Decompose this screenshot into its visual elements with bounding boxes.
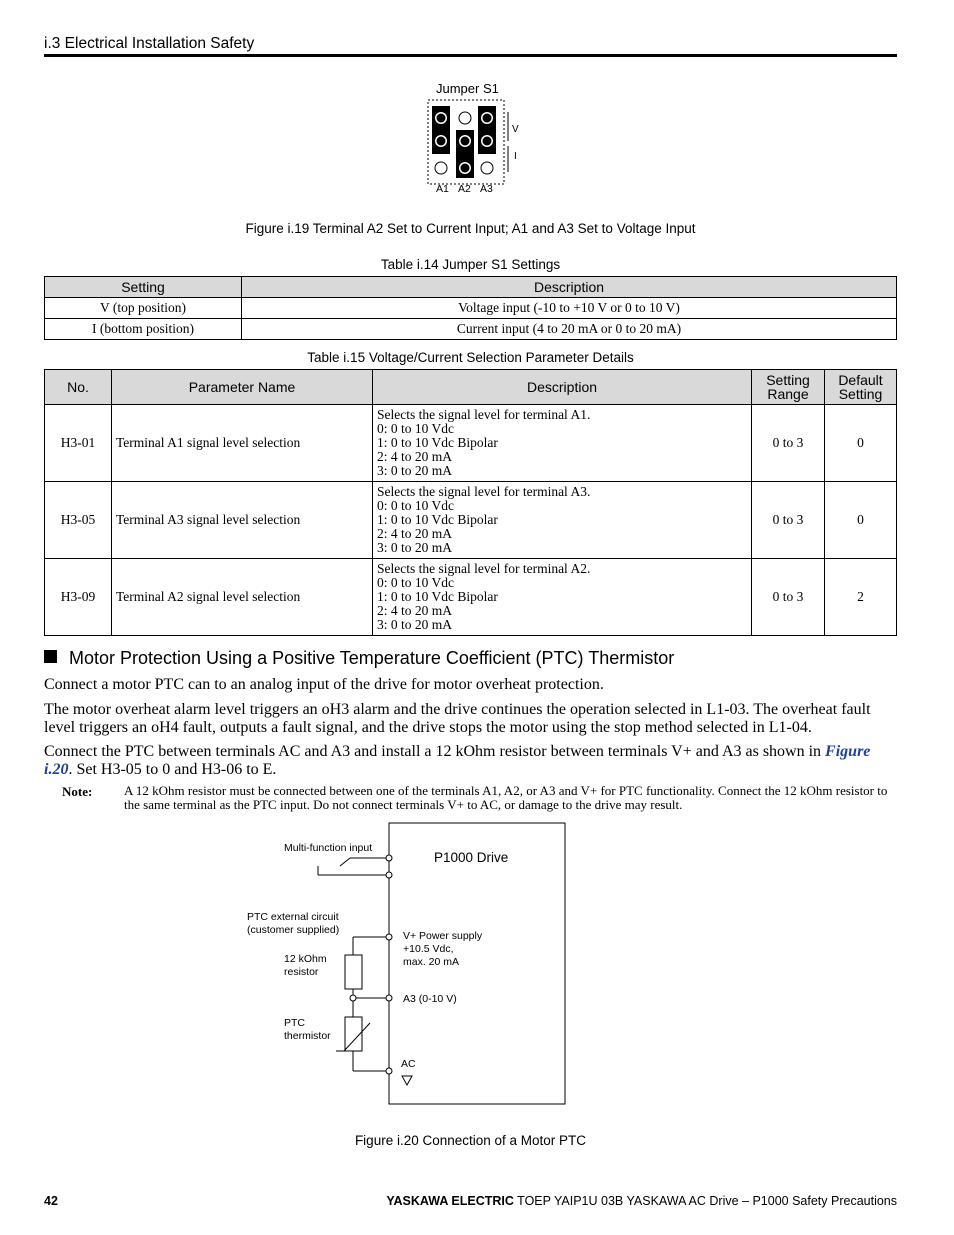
ptc-heading-text: Motor Protection Using a Positive Temperature Coefficient (PTC) Thermistor [69,648,675,668]
terminal-label-a3: A3 [480,183,493,195]
footer-document-title [386,1194,897,1208]
label-line: PTC external circuit [247,911,339,923]
a3-terminal-label: A3 (0-10 V) [403,993,457,1005]
param-name: Terminal A2 signal level selection [112,559,373,636]
label-line: thermistor [284,1030,331,1042]
label-line: resistor [284,966,319,978]
param-range: 0 to 3 [752,559,825,636]
label-line: +10.5 Vdc, [403,943,454,955]
desc-line: 2: 4 to 20 mA [377,449,453,464]
param-description [373,405,752,482]
terminal-label-a2: A2 [458,183,471,195]
desc-line: Selects the signal level for terminal A3. [377,484,591,499]
table-row [45,405,897,482]
param-no: H3-05 [45,482,112,559]
ptc-circuit-label [247,911,339,937]
column-header-no: No. [45,370,112,405]
desc-line: 1: 0 to 10 Vdc Bipolar [377,435,498,450]
paragraph [44,743,899,779]
table-row [45,298,897,319]
figure19-caption: Figure i.19 Terminal A2 Set to Current Input; A1 and A3 Set to Voltage Input [245,221,696,236]
header-line: Range [767,386,809,402]
table-cell: Current input (4 to 20 mA or 0 to 20 mA) [242,319,897,340]
desc-line: 2: 4 to 20 mA [377,603,453,618]
table-row [45,319,897,340]
multi-function-input-label: Multi-function input [284,842,373,854]
param-default: 0 [825,482,897,559]
column-header-default-setting [825,370,897,405]
header-line: Default [838,372,883,388]
desc-line: 2: 4 to 20 mA [377,526,453,541]
desc-line: 1: 0 to 10 Vdc Bipolar [377,512,498,527]
desc-line: 3: 0 to 20 mA [377,617,453,632]
paragraph: The motor overheat alarm level triggers an oH3 alarm and the drive continues the operation selected in L1-03. The overheat fault level triggers an oH4 fault, outputs a fault signal, and the drive stops the motor using the stop method selected in L1-04. [44,701,871,736]
desc-line: 1: 0 to 10 Vdc Bipolar [377,589,498,604]
param-no: H3-01 [45,405,112,482]
label-line: (customer supplied) [247,924,340,936]
footer-doc-title: TOEP YAIP1U 03B YASKAWA AC Drive – P1000 Safety Precautions [513,1194,897,1208]
param-description [373,482,752,559]
param-range: 0 to 3 [752,405,825,482]
heading-bullet-icon [44,650,57,663]
table-header-row [45,277,897,298]
paragraph-text: . Set H3-05 to 0 and H3-06 to E. [68,761,277,778]
param-default: 0 [825,405,897,482]
desc-line: 3: 0 to 20 mA [377,540,453,555]
thermistor-label [284,1017,331,1043]
jumper-label: Jumper S1 [436,81,499,96]
table-cell: V (top position) [45,298,242,319]
terminal-label-a1: A1 [436,183,449,195]
page-number: 42 [44,1194,58,1208]
desc-line: Selects the signal level for terminal A1. [377,407,591,422]
ptc-section-heading [44,648,674,669]
v-position-label: V [512,124,519,135]
note-text: A 12 kOhm resistor must be connected between one of the terminals A1, A2, or A3 and V+ for PTC functionality. Connect the 12 kOhm resistor to the same terminal as the PTC input. Do not connect terminals V+ to AC, or damage to the drive may result. [124,783,888,812]
column-header-description: Description [373,370,752,405]
desc-line: Selects the signal level for terminal A2. [377,561,591,576]
param-range: 0 to 3 [752,482,825,559]
desc-line: 0: 0 to 10 Vdc [377,575,454,590]
column-header-setting-range [752,370,825,405]
param-name: Terminal A3 signal level selection [112,482,373,559]
column-header-description: Description [242,277,897,298]
resistor-label [284,953,327,979]
desc-line: 0: 0 to 10 Vdc [377,498,454,513]
param-default: 2 [825,559,897,636]
column-header-parameter-name: Parameter Name [112,370,373,405]
header-rule [44,54,897,57]
param-description [373,559,752,636]
desc-line: 0: 0 to 10 Vdc [377,421,454,436]
paragraph-text: Connect the PTC between terminals AC and A3 and install a 12 kOhm resistor between terminals V+ and A3 as shown in [44,743,826,760]
section-header: i.3 Electrical Installation Safety [44,35,255,52]
column-header-setting: Setting [45,277,242,298]
drive-label: P1000 Drive [434,850,509,865]
footer-brand: YASKAWA ELECTRIC [386,1194,514,1208]
header-line: Setting [766,372,810,388]
vplus-supply-label [403,930,482,969]
header-line: Setting [838,386,883,402]
param-no: H3-09 [45,559,112,636]
table15-caption: Table i.15 Voltage/Current Selection Parameter Details [307,350,634,365]
table-row [45,559,897,636]
figure20-caption: Figure i.20 Connection of a Motor PTC [354,1133,587,1148]
jumper-settings-table [44,276,897,340]
paragraph: Connect a motor PTC can to an analog input of the drive for motor overheat protection. [44,676,604,693]
table-header-row [45,370,897,405]
table14-caption: Table i.14 Jumper S1 Settings [380,257,561,272]
figure-i20-link[interactable]: Figure i.20 [44,743,871,778]
table-cell: I (bottom position) [45,319,242,340]
ac-terminal-label: AC [401,1058,416,1070]
label-line: V+ Power supply [403,930,483,942]
label-line: 12 kOhm [284,953,327,965]
table-row [45,482,897,559]
desc-line: 3: 0 to 20 mA [377,463,453,478]
i-position-label: I [514,151,517,162]
label-line: PTC [284,1017,305,1029]
parameter-details-table [44,369,897,636]
label-line: max. 20 mA [403,956,460,968]
note-label: Note: [62,784,93,799]
param-name: Terminal A1 signal level selection [112,405,373,482]
table-cell: Voltage input (-10 to +10 V or 0 to 10 V) [242,298,897,319]
